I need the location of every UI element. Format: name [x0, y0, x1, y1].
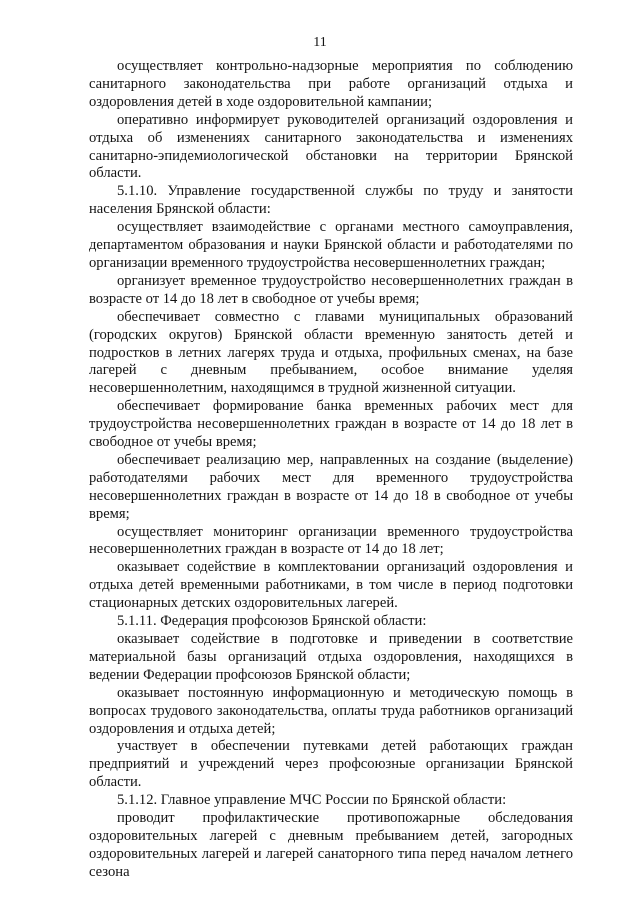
document-body	[89, 58, 573, 882]
paragraph-employment-staffing: оказывает содействие в комплектовании организаций оздоровления и отдыха детей временными работниками, в том числе в период подготовки стационарных детских оздоровительных лагерей.	[89, 559, 573, 612]
page-number: 11	[313, 35, 327, 50]
paragraph-sanitary-control: осуществляет контрольно-надзорные мероприятия по соблюдению санитарного законодательства при работе организаций отдыха и оздоровления детей в ходе оздоровительной кампании;	[89, 58, 573, 110]
paragraph-employment-organize: организует временное трудоустройство несовершеннолетних граждан в возрасте от 14 до 18 лет в свободное от учебы время;	[89, 272, 573, 307]
paragraph-unions-assistance: оказывает постоянную информационную и методическую помощь в вопросах трудового законодательства, оплаты труда работников организаций оздоровления и отдыха детей;	[89, 684, 573, 737]
section-heading-5-1-11: 5.1.11. Федерация профсоюзов Брянской области:	[117, 613, 427, 630]
paragraph-employment-job-bank: обеспечивает формирование банка временных рабочих мест для трудоустройства несовершеннолетних граждан в возрасте от 14 до 18 лет в свободное от учебы время;	[89, 398, 573, 451]
paragraph-employment-cooperation: осуществляет взаимодействие с органами местного самоуправления, департаментом образования и науки Брянской области и работодателями по организации временного трудоустройства несовершеннолетних граждан;	[89, 219, 573, 271]
paragraph-employment-measures: обеспечивает реализацию мер, направленных на создание (выделение) работодателями рабочих мест для временного трудоустройства несовершеннолетних граждан в возрасте от 14 до 18 в свободное от учебы время;	[89, 451, 573, 522]
paragraph-sanitary-inform: оперативно информирует руководителей организаций оздоровления и отдыха об изменениях санитарного законодательства и изменениях санитарно-эпидемиологической обстановки на территории Брянской области.	[89, 111, 573, 182]
paragraph-emergency-inspections: проводит профилактические противопожарные обследования оздоровительных лагерей с дневным пребыванием детей, загородных оздоровительных лагерей и лагерей санаторного типа перед началом летнего сезона	[89, 810, 573, 880]
section-heading-5-1-10: 5.1.10. Управление государственной службы по труду и занятости населения Брянской области:	[89, 183, 573, 218]
paragraph-unions-vouchers: участвует в обеспечении путевками детей работающих граждан предприятий и учреждений через профсоюзные организации Брянской области.	[89, 738, 573, 791]
paragraph-unions-material-base: оказывает содействие в подготовке и приведении в соответствие материальной базы организаций отдыха оздоровления, находящихся в ведении Федерации профсоюзов Брянской области;	[89, 631, 573, 683]
paragraph-employment-monitoring: осуществляет мониторинг организации временного трудоустройства несовершеннолетних граждан в возрасте от 14 до 18 лет;	[89, 523, 573, 558]
section-heading-5-1-12: 5.1.12. Главное управление МЧС России по Брянской области:	[117, 792, 507, 809]
paragraph-employment-summer-camps: обеспечивает совместно с главами муниципальных образований (городских округов) Брянской области временную занятость детей и подростков в летних лагерях труда и отдыха, профильных сменах, на базе лагерей с дневным пребыванием, особое внимание уделяя несовершеннолетним, находящимся в трудной жизненной ситуации.	[89, 308, 573, 397]
